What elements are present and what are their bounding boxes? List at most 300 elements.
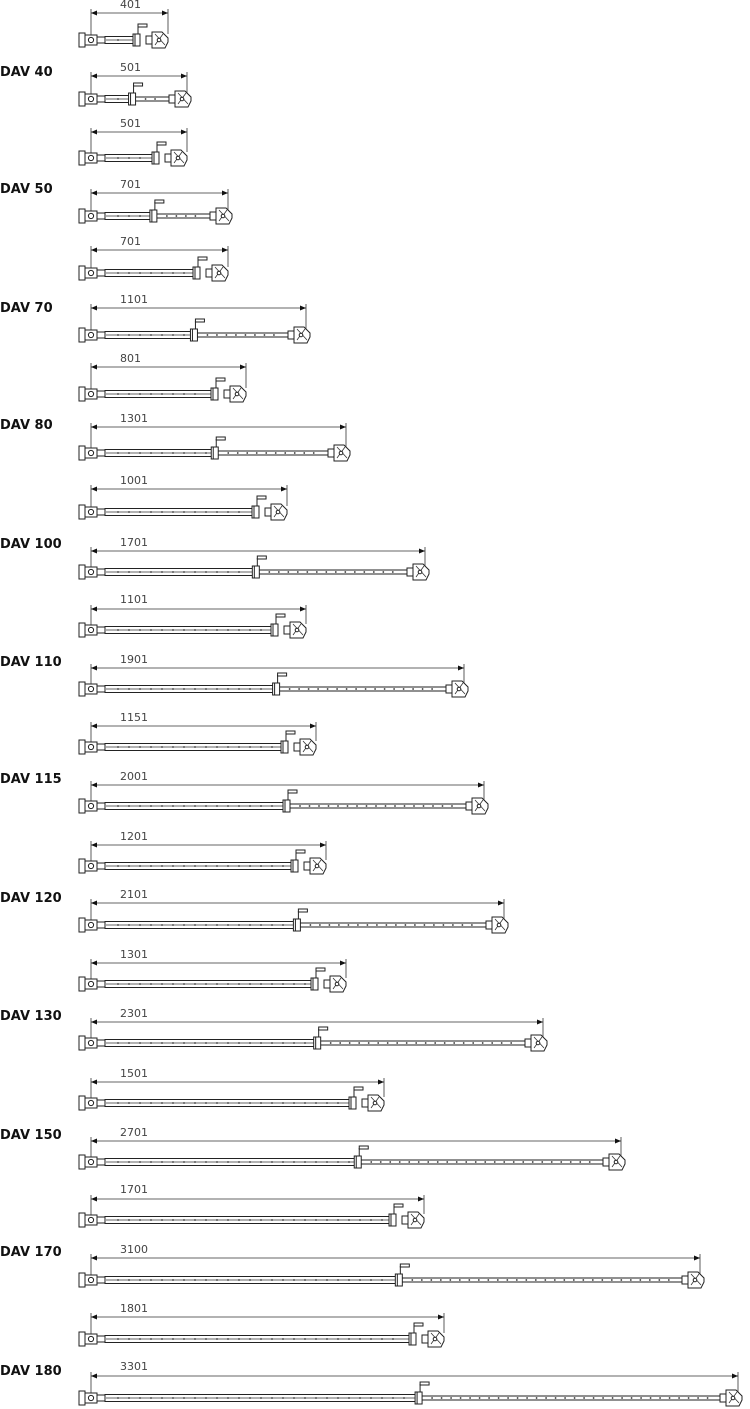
hole (355, 688, 357, 690)
hole (205, 1102, 207, 1104)
hole (183, 688, 185, 690)
hole (139, 452, 141, 454)
pin (88, 803, 93, 808)
hole (326, 1338, 328, 1340)
hole (183, 1338, 185, 1340)
hole (216, 983, 218, 985)
hole (117, 1338, 119, 1340)
hole (205, 1279, 207, 1281)
arrowhead (310, 724, 316, 729)
hole (479, 1397, 481, 1399)
hole (327, 688, 329, 690)
base-plate (79, 1273, 85, 1287)
base-plate (79, 1036, 85, 1050)
prop-drawing (79, 547, 429, 580)
hole (471, 924, 473, 926)
hole (216, 1219, 218, 1221)
hole (497, 1279, 499, 1281)
hole (309, 805, 311, 807)
hole (172, 1279, 174, 1281)
hole (172, 511, 174, 513)
hole (205, 1042, 207, 1044)
hole (238, 511, 240, 513)
hole (359, 1279, 361, 1281)
hole (570, 1161, 572, 1163)
hole (117, 571, 119, 573)
hole (347, 805, 349, 807)
hole (216, 1042, 218, 1044)
hole (260, 629, 262, 631)
prop-drawing (79, 959, 346, 992)
hole (238, 1161, 240, 1163)
hole (669, 1397, 671, 1399)
prop-drawing (79, 1195, 424, 1228)
hole (183, 393, 185, 395)
hole (459, 1279, 461, 1281)
hole (494, 1161, 496, 1163)
hole (249, 1397, 251, 1399)
model-label: DAV 80 (0, 418, 53, 433)
hole (384, 688, 386, 690)
hole (271, 746, 273, 748)
base-plate (79, 918, 85, 932)
hole (395, 924, 397, 926)
hole (117, 1161, 119, 1163)
hole (117, 746, 119, 748)
hole (282, 865, 284, 867)
hole (227, 1042, 229, 1044)
arrowhead (91, 843, 97, 848)
hole (128, 1397, 130, 1399)
dimension-label: 3100 (120, 1243, 148, 1256)
hole (249, 688, 251, 690)
hole (337, 1338, 339, 1340)
hole (205, 1338, 207, 1340)
hole (128, 511, 130, 513)
prop-drawing (79, 363, 246, 402)
hole (472, 1042, 474, 1044)
hole (297, 571, 299, 573)
hole (349, 1042, 351, 1044)
hole (172, 746, 174, 748)
hole (427, 1161, 429, 1163)
arrowhead (732, 1374, 738, 1379)
hole (293, 1279, 295, 1281)
handle (420, 1382, 429, 1385)
pin (88, 1336, 93, 1341)
hole (437, 1161, 439, 1163)
prop-drawing (79, 664, 468, 697)
collar (97, 270, 105, 276)
clamp (354, 1156, 361, 1168)
collar (97, 981, 105, 987)
hole (357, 924, 359, 926)
hole (304, 1279, 306, 1281)
hole (227, 1279, 229, 1281)
hole (172, 805, 174, 807)
end-collar (486, 921, 492, 929)
pin (88, 569, 93, 574)
prop-drawing (79, 722, 316, 755)
hole (389, 1161, 391, 1163)
hole (139, 1397, 141, 1399)
hole (128, 1042, 130, 1044)
hole (271, 865, 273, 867)
hole (194, 215, 196, 217)
arrowhead (91, 425, 97, 430)
arrowhead (694, 1256, 700, 1261)
hole (128, 865, 130, 867)
hole (282, 1397, 284, 1399)
hole (560, 1161, 562, 1163)
hole (510, 1042, 512, 1044)
hole (579, 1161, 581, 1163)
hole (337, 805, 339, 807)
hole (249, 1102, 251, 1104)
dimension-label: 1501 (120, 1067, 148, 1080)
pin (88, 744, 93, 749)
clamp (395, 1274, 402, 1286)
model-label: DAV 170 (0, 1245, 62, 1260)
hole (293, 1397, 295, 1399)
hole (194, 511, 196, 513)
hole (304, 1219, 306, 1221)
clamp (252, 566, 259, 578)
base-plate (79, 387, 85, 401)
hole (328, 805, 330, 807)
hole (507, 1397, 509, 1399)
hole (526, 1397, 528, 1399)
hole (319, 924, 321, 926)
hole (139, 1219, 141, 1221)
hole (506, 1279, 508, 1281)
hole (440, 1279, 442, 1281)
hole (393, 688, 395, 690)
hole (415, 1042, 417, 1044)
hole (316, 571, 318, 573)
prop-drawing (79, 304, 310, 343)
collar (97, 213, 105, 219)
clamp (133, 34, 140, 46)
hole (227, 629, 229, 631)
hole (278, 571, 280, 573)
pin (157, 38, 161, 42)
hole (315, 1161, 317, 1163)
hole (315, 1219, 317, 1221)
hole (117, 924, 119, 926)
hole (373, 571, 375, 573)
clamp (152, 152, 159, 164)
handle (316, 968, 325, 971)
pin (88, 686, 93, 691)
hole (408, 1161, 410, 1163)
hole (304, 1161, 306, 1163)
hole (421, 1279, 423, 1281)
inner-tube (153, 214, 210, 218)
handle (195, 319, 204, 322)
hole (271, 1397, 273, 1399)
hole (172, 1102, 174, 1104)
hole (128, 924, 130, 926)
hole (183, 924, 185, 926)
hole (555, 1397, 557, 1399)
hole (668, 1279, 670, 1281)
arrowhead (418, 1197, 424, 1202)
hole (249, 1161, 251, 1163)
hole (194, 924, 196, 926)
hole (161, 1042, 163, 1044)
hole (326, 1102, 328, 1104)
collar (97, 686, 105, 692)
prop-drawing (79, 605, 306, 638)
hole (249, 1042, 251, 1044)
base-plate (79, 209, 85, 223)
hole (150, 865, 152, 867)
hole (260, 1279, 262, 1281)
hole (227, 688, 229, 690)
model-label: DAV 120 (0, 891, 62, 906)
model-label: DAV 130 (0, 1009, 62, 1024)
hole (150, 629, 152, 631)
hole (139, 1102, 141, 1104)
end-collar (224, 390, 230, 398)
pin (88, 155, 93, 160)
hole (254, 334, 256, 336)
hole (432, 805, 434, 807)
hole (268, 571, 270, 573)
hole (260, 1219, 262, 1221)
hole (117, 334, 119, 336)
collar (97, 922, 105, 928)
inner-tube (317, 1041, 525, 1045)
hole (139, 215, 141, 217)
hole (348, 1219, 350, 1221)
hole (183, 1397, 185, 1399)
hole (205, 865, 207, 867)
hole (396, 1042, 398, 1044)
hole (639, 1279, 641, 1281)
hole (601, 1279, 603, 1281)
hole (260, 1397, 262, 1399)
collar (97, 391, 105, 397)
arrowhead (91, 1139, 97, 1144)
model-label: DAV 180 (0, 1364, 62, 1379)
hole (183, 1042, 185, 1044)
hole (338, 924, 340, 926)
hole (172, 571, 174, 573)
hole (117, 865, 119, 867)
model-label: DAV 115 (0, 772, 62, 787)
hole (249, 746, 251, 748)
hole (139, 629, 141, 631)
prop-drawing (79, 485, 287, 520)
hole (161, 629, 163, 631)
hole (161, 805, 163, 807)
hole (264, 334, 266, 336)
hole (117, 1279, 119, 1281)
hole (183, 334, 185, 336)
collar (97, 803, 105, 809)
hole (183, 1279, 185, 1281)
hole (238, 1338, 240, 1340)
hole (227, 1338, 229, 1340)
arrowhead (91, 306, 97, 311)
hole (249, 865, 251, 867)
hole (462, 924, 464, 926)
pin (180, 97, 184, 101)
hole (385, 805, 387, 807)
hole (260, 805, 262, 807)
hole (381, 1397, 383, 1399)
hole (216, 865, 218, 867)
handle (288, 790, 297, 793)
hole (194, 1219, 196, 1221)
collar (97, 155, 105, 161)
pin (176, 156, 180, 160)
hole (330, 1042, 332, 1044)
base-plate (79, 266, 85, 280)
clamp (409, 1333, 416, 1345)
arrowhead (478, 783, 484, 788)
hole (207, 334, 209, 336)
arrowhead (91, 11, 97, 16)
hole (150, 924, 152, 926)
base-plate (79, 1213, 85, 1227)
collar (97, 1100, 105, 1106)
hole (117, 629, 119, 631)
pin (88, 627, 93, 632)
model-label: DAV 70 (0, 301, 53, 316)
handle (198, 257, 207, 260)
base-plate (79, 1391, 85, 1405)
base-plate (79, 565, 85, 579)
hole (442, 805, 444, 807)
hole (344, 571, 346, 573)
hole (368, 1042, 370, 1044)
hole (414, 924, 416, 926)
hole (150, 1161, 152, 1163)
hole (377, 1042, 379, 1044)
hole (139, 688, 141, 690)
arrowhead (162, 11, 168, 16)
hole (443, 924, 445, 926)
hole (249, 983, 251, 985)
hole (194, 688, 196, 690)
hole (183, 1219, 185, 1221)
hole (139, 157, 141, 159)
clamp (291, 860, 298, 872)
hole (275, 452, 277, 454)
hole (649, 1279, 651, 1281)
end-collar (682, 1276, 688, 1284)
hole (631, 1397, 633, 1399)
dimension-label: 2301 (120, 1007, 148, 1020)
arrowhead (91, 724, 97, 729)
hole (194, 571, 196, 573)
hole (205, 1161, 207, 1163)
hole (260, 924, 262, 926)
prop-drawing (79, 72, 191, 107)
hole (172, 1338, 174, 1340)
end-collar (165, 154, 171, 162)
arrowhead (91, 666, 97, 671)
arrowhead (91, 607, 97, 612)
hole (150, 746, 152, 748)
hole (172, 983, 174, 985)
dimension-label: 1801 (120, 1302, 148, 1315)
inner-tube (357, 1160, 603, 1164)
arrowhead (378, 1080, 384, 1085)
hole (271, 1338, 273, 1340)
hole (287, 571, 289, 573)
hole (249, 924, 251, 926)
hole (475, 1161, 477, 1163)
hole (172, 272, 174, 274)
hole (145, 98, 147, 100)
base-plate (79, 1332, 85, 1346)
hole (304, 1042, 306, 1044)
collar (97, 1040, 105, 1046)
hole (194, 983, 196, 985)
hole (183, 629, 185, 631)
hole (304, 983, 306, 985)
base-plate (79, 859, 85, 873)
hole (282, 1161, 284, 1163)
hole (271, 924, 273, 926)
hole (329, 924, 331, 926)
hole (260, 983, 262, 985)
hole (183, 1102, 185, 1104)
arrowhead (91, 130, 97, 135)
hole (161, 1338, 163, 1340)
hole (403, 688, 405, 690)
arrowhead (300, 306, 306, 311)
end-collar (362, 1099, 368, 1107)
hole (139, 1338, 141, 1340)
arrowhead (91, 783, 97, 788)
hole (452, 924, 454, 926)
clamp (314, 1037, 321, 1049)
clamp (190, 329, 197, 341)
hole (117, 452, 119, 454)
hole (194, 1338, 196, 1340)
hole (453, 1042, 455, 1044)
hole (564, 1397, 566, 1399)
inner-tube (132, 97, 169, 101)
hole (424, 924, 426, 926)
hole (238, 1279, 240, 1281)
pin (335, 982, 339, 986)
hole (612, 1397, 614, 1399)
hole (205, 924, 207, 926)
end-collar (525, 1039, 531, 1047)
hole (465, 1161, 467, 1163)
hole (183, 983, 185, 985)
hole (216, 629, 218, 631)
hole (582, 1279, 584, 1281)
pin (88, 981, 93, 986)
arrowhead (222, 191, 228, 196)
hole (544, 1279, 546, 1281)
hole (249, 1279, 251, 1281)
hole (449, 1279, 451, 1281)
hole (532, 1161, 534, 1163)
hole (139, 924, 141, 926)
pin (276, 510, 280, 514)
hole (117, 39, 119, 41)
hole (563, 1279, 565, 1281)
hole (117, 983, 119, 985)
